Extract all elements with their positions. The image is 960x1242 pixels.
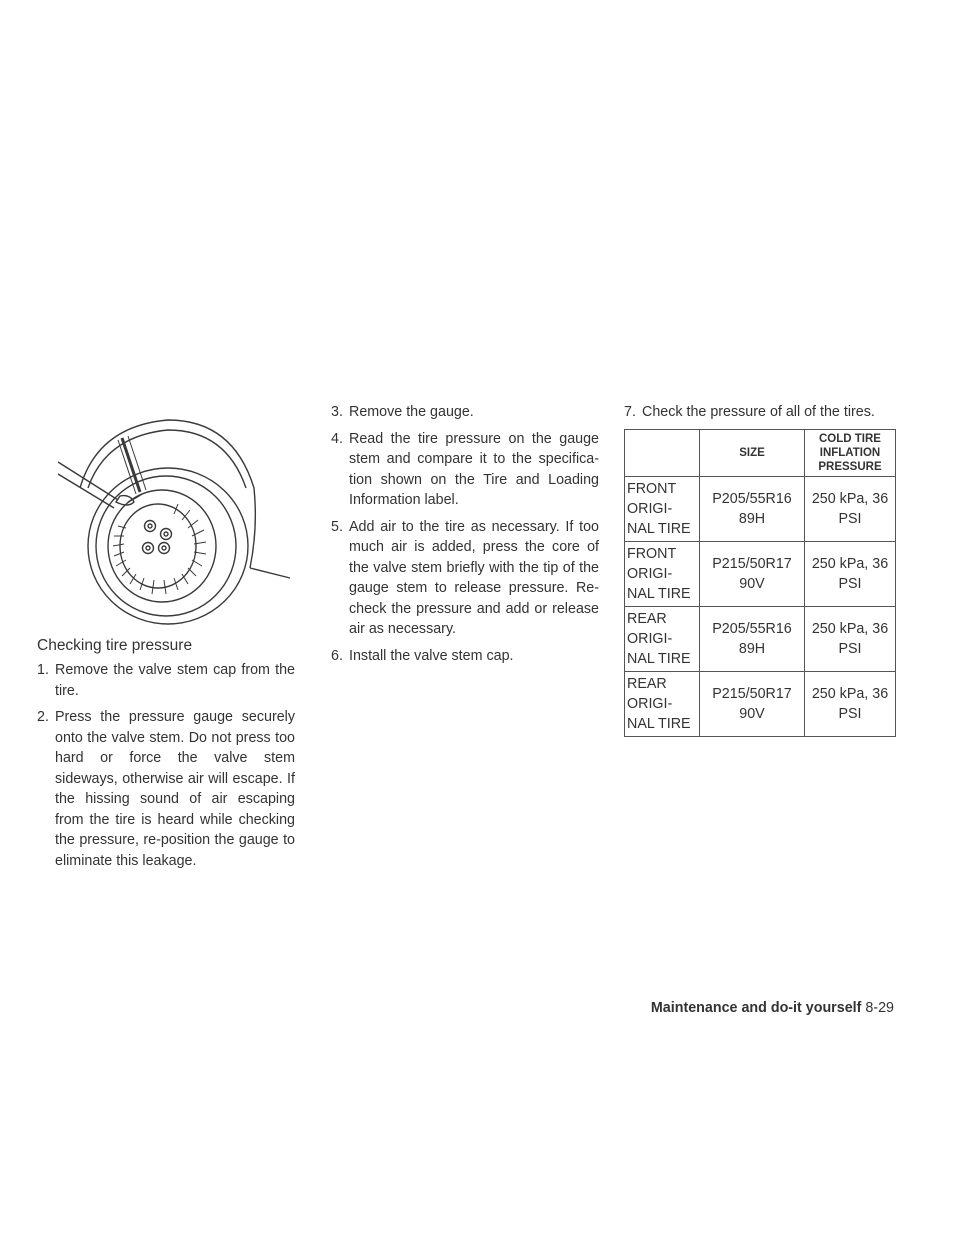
step-5 [331, 517, 599, 640]
tire-pressure: 250 kPa, 36 PSI [805, 541, 896, 606]
column-1 [37, 660, 295, 877]
step-4 [331, 429, 599, 511]
table-row [625, 606, 896, 671]
tire-pressure-gauge-icon [58, 418, 294, 626]
step-number: 3. [331, 404, 343, 420]
tire-pressure: 250 kPa, 36 PSI [805, 671, 896, 736]
step-3 [331, 402, 599, 423]
tire-size: P205/55R16 89H [700, 476, 805, 541]
column-2 [331, 402, 599, 672]
table-header-pressure: COLD TIRE INFLATION PRESSURE [805, 429, 896, 476]
step-6 [331, 646, 599, 667]
tire-pressure: 250 kPa, 36 PSI [805, 476, 896, 541]
step-7 [624, 402, 896, 423]
step-text: Press the pressure gauge securely onto the valve stem. Do not press too hard or force the valve stem sideways, otherwise air will escape. If the hissing sound of air escaping from the tire is heard while checking the pressure, re-position the gauge to eliminate this leakage. [55, 709, 295, 869]
step-1 [37, 660, 295, 701]
step-number: 7. [624, 404, 636, 420]
step-number: 2. [37, 709, 49, 725]
step-number: 5. [331, 518, 343, 535]
step-text: Install the valve stem cap. [349, 647, 514, 664]
step-2 [37, 707, 295, 871]
table-header-blank [625, 429, 700, 476]
page-footer [651, 1000, 894, 1016]
steps-list-1 [37, 660, 295, 871]
tire-position: REAR ORIGI-NAL TIRE [625, 606, 700, 671]
step-text: Read the tire pressure on the gauge stem and compare it to the specifica-tion shown on the Tire and Loading Information label. [349, 430, 599, 508]
step-text: Check the pressure of all of the tires. [642, 404, 875, 420]
tire-size: P215/50R17 90V [700, 671, 805, 736]
tire-size: P215/50R17 90V [700, 541, 805, 606]
section-title: Checking tire pressure [37, 637, 193, 654]
step-text: Add air to the tire as necessary. If too much air is added, press the core of the valve stem briefly with the tip of the gauge stem to release pressure. Re-check the pressure and add or release air as necessary. [349, 518, 599, 637]
table-row [625, 541, 896, 606]
tire-size: P205/55R16 89H [700, 606, 805, 671]
table-row [625, 671, 896, 736]
tire-pressure-table [624, 429, 896, 737]
tire-position: FRONT ORIGI-NAL TIRE [625, 476, 700, 541]
tire-pressure: 250 kPa, 36 PSI [805, 606, 896, 671]
footer-page-number: 8-29 [865, 1000, 894, 1016]
step-text: Remove the valve stem cap from the tire. [55, 662, 295, 699]
steps-list-2 [331, 402, 599, 666]
footer-section: Maintenance and do-it yourself [650, 1000, 862, 1016]
column-3 [624, 402, 896, 737]
table-header-row [625, 429, 896, 476]
tire-position: REAR ORIGI-NAL TIRE [625, 671, 700, 736]
table-header-size: SIZE [700, 429, 805, 476]
step-number: 1. [37, 662, 49, 678]
table-row [625, 476, 896, 541]
tire-position: FRONT ORIGI-NAL TIRE [625, 541, 700, 606]
tire-pressure-gauge-illustration [58, 418, 294, 626]
step-text: Remove the gauge. [349, 404, 474, 420]
step-number: 4. [331, 430, 343, 447]
step-number: 6. [331, 647, 343, 664]
